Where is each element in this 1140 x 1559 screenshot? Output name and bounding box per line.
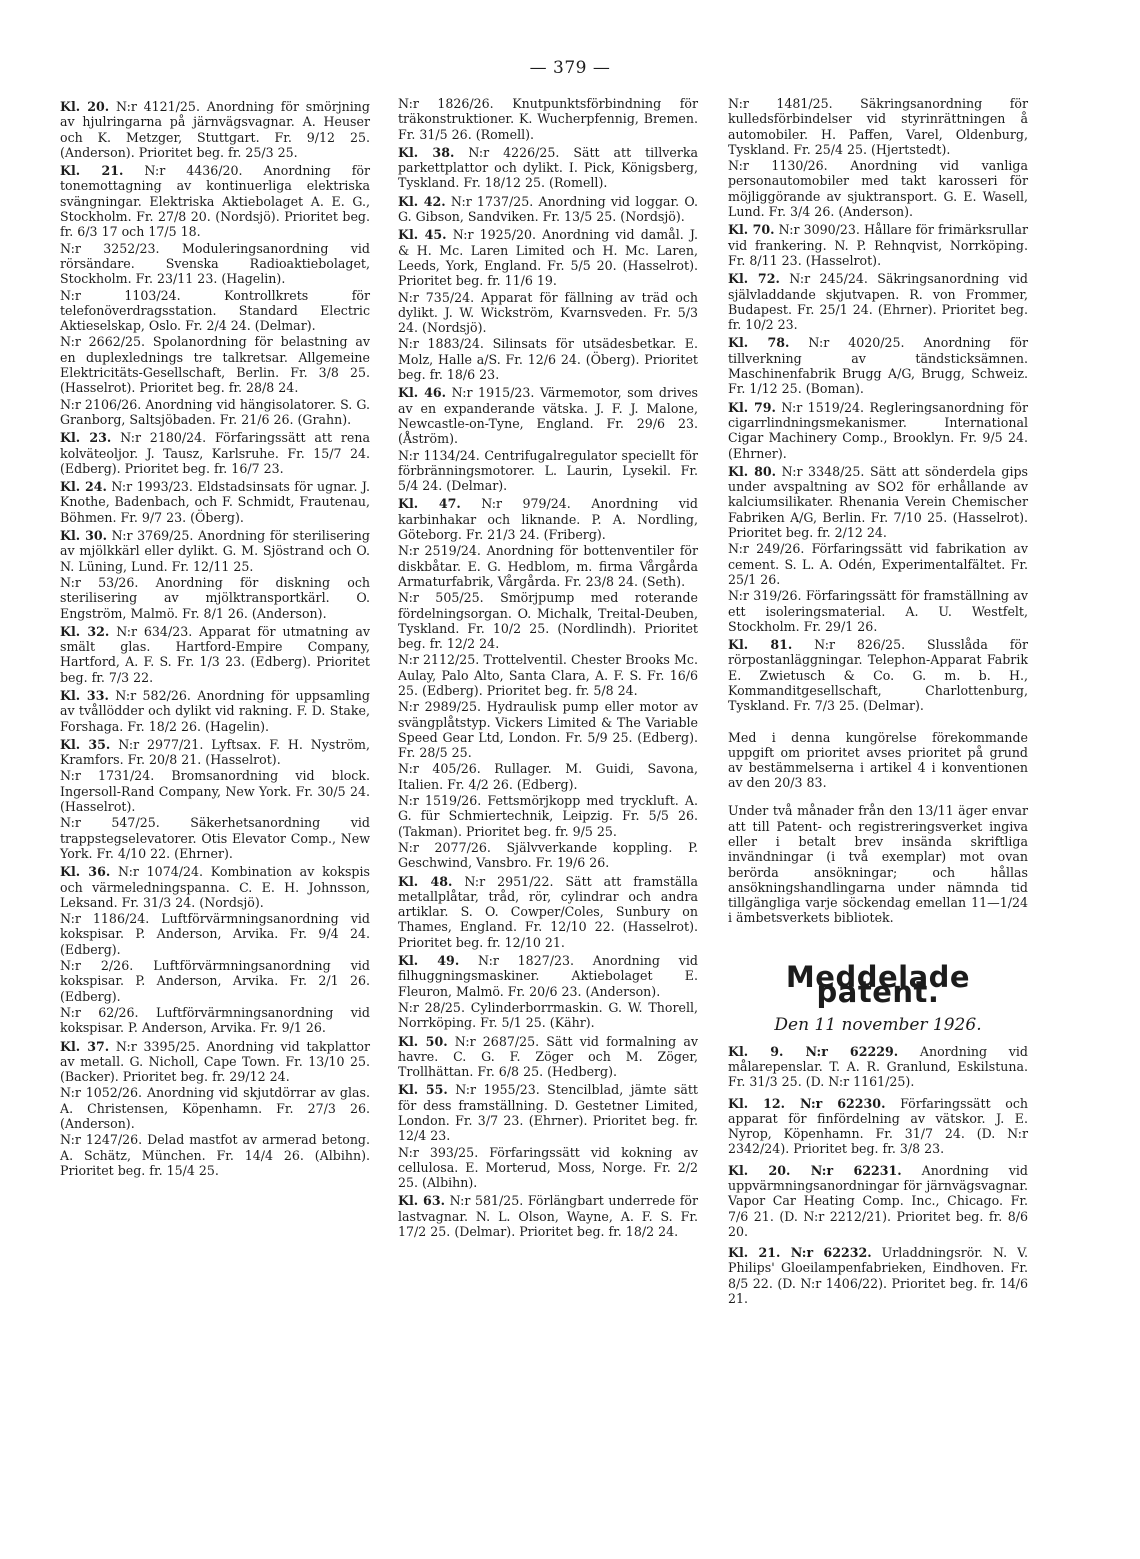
- class-label: Kl. 79.: [728, 399, 776, 415]
- application-entry: [728, 637, 1028, 713]
- application-entry: [728, 335, 1028, 396]
- entry-text: N:r 53/26. Anordning för diskning och sterilisering av mjölktransportkärl. O. Engström, Malmö. Fr. 8/1 26. (Anderson).: [60, 574, 370, 621]
- entry-text: N:r 1915/23. Värmemotor, som drives av en expanderande vätska. J. F. J. Malone, Newcastle-on-Tyne, England. Fr. 29/6 23. (Åström).: [398, 385, 698, 447]
- entry-text: N:r 1134/24. Centrifugalregulator speciellt för förbränningsmotorer. L. Laurin, Lysekil. Fr. 5/4 24. (Delmar).: [398, 447, 698, 494]
- granted-patent-entry: [728, 1096, 1028, 1157]
- application-entry: [728, 400, 1028, 461]
- entry-text: N:r 2106/26. Anordning vid hängisolatorer. S. G. Granborg, Saltsjöbaden. Fr. 21/6 26. (Grahn).: [60, 396, 370, 427]
- entry-text: N:r 1247/26. Delad mastfot av armerad betong. A. Schätz, München. Fr. 14/4 26. (Albihn). Prioritet beg. fr. 15/4 25.: [60, 1132, 370, 1178]
- application-entry: [60, 575, 370, 621]
- application-entry: [728, 158, 1028, 219]
- application-entry: [60, 911, 370, 957]
- class-label: Kl. 63.: [398, 1193, 445, 1209]
- entry-text: N:r 735/24. Apparat för fällning av träd och dylikt. J. W. Wickström, Kvarnsveden. Fr. 5/3 24. (Nordsjö).: [398, 289, 698, 336]
- objection-notice: Under två månader från den 13/11 äger envar att till Patent- och registreringsverket ingiva eller i betalt brev insända skriftliga invändningar (i två exemplar) mot ovan berörda ansökningar; och hållas ansökningshandlingarna under nämnda tid tillgängliga varje söckendag emellan 11—1/24 i ämbetsverkets bibliotek.: [728, 803, 1028, 926]
- application-entry: [60, 624, 370, 685]
- class-label: Kl. 42.: [398, 193, 446, 209]
- entry-text: N:r 62/26. Luftförvärmningsanordning vid kokspisar. P. Anderson, Arvika. Fr. 9/1 26.: [60, 1004, 370, 1036]
- class-label: Kl. 80.: [728, 463, 777, 479]
- class-label: Kl. 45.: [398, 227, 447, 243]
- application-entry: [728, 464, 1028, 540]
- entry-text: N:r 2687/25. Sätt vid formalning av havre. C. G. F. Zöger och M. Zöger, Trollhättan. Fr. 6/8 25. (Hedberg).: [398, 1033, 698, 1080]
- application-entry: [398, 590, 698, 651]
- class-label: Kl. 35.: [60, 736, 111, 752]
- entry-text: Anordning vid uppvärmningsanordningar för järnvägsvagnar. Vapor Car Heating Comp. Inc., Chicago. Fr. 7/6 21. (D. N:r 2212/21). Prioritet beg. fr. 8/6 20.: [728, 1162, 1028, 1239]
- class-label: Kl. 78.: [728, 335, 790, 351]
- entry-text: N:r 1731/24. Bromsanordning vid block. Ingersoll-Rand Company, New York. Fr. 30/5 24. (Hasselrot).: [60, 768, 370, 815]
- entry-text: N:r 1519/26. Fettsmörjkopp med tryckluft. A. G. für Schmiertechnik, Leipzig. Fr. 5/5 26. (Takman). Prioritet beg. fr. 9/5 25.: [398, 793, 698, 839]
- entry-text: N:r 3395/25. Anordning vid takplattor av metall. G. Nicholl, Cape Town. Fr. 13/10 25. (Backer). Prioritet beg. fr. 29/12 24.: [60, 1038, 370, 1085]
- entry-text: N:r 582/26. Anordning för uppsamling av tvållödder och dylikt vid rakning. F. D. Stake, Forshaga. Fr. 18/2 26. (Hagelin).: [60, 687, 370, 734]
- entry-text: N:r 2180/24. Förfaringssätt att rena kolväteoljor. J. Tausz, Karlsruhe. Fr. 15/7 24. (Edberg). Prioritet beg. fr. 16/7 23.: [60, 430, 370, 476]
- application-entry: [398, 1034, 698, 1080]
- page-number: — 379 —: [529, 58, 611, 78]
- application-entry: [398, 1145, 698, 1191]
- entry-text: N:r 4226/25. Sätt att tillverka parkettplattor och dylikt. I. Pick, Königsberg, Tyskland. Fr. 18/12 25. (Romell).: [398, 144, 698, 191]
- class-label: Kl. 21.: [60, 163, 124, 179]
- entry-text: N:r 3348/25. Sätt att sönderdela gips under avspaltning av SO2 för erhållande av kalciumsilikater. Rhenania Verein Chemischer Fabriken A/G, Berlin. Fr. 7/10 25. (Hasselrot). Prioritet beg. fr. 2/12 24.: [728, 463, 1028, 541]
- class-label: Kl. 72.: [728, 271, 780, 287]
- application-entry: [398, 1000, 698, 1031]
- application-entry: [398, 290, 698, 336]
- entry-text: Urladdningsrör. N. V. Philips' Gloeilampenfabrieken, Eindhoven. Fr. 8/5 22. (D. N:r 1406/22). Prioritet beg. fr. 14/6 21.: [728, 1245, 1028, 1307]
- entry-text: Förfaringssätt och apparat för finfördelning av vätskor. J. E. Nyrop, Köpenhamn. Fr. 31/7 24. (D. N:r 2342/24). Prioritet beg. fr. 3/8 23.: [728, 1095, 1028, 1157]
- entry-text: N:r 1481/25. Säkringsanordning för kulledsförbindelser vid styrinrättningen å automobiler. H. Paffen, Varel, Oldenburg, Tyskland. Fr. 25/4 25. (Hjertstedt).: [728, 96, 1028, 157]
- application-entry: [60, 864, 370, 910]
- class-label: Kl. 24.: [60, 479, 107, 495]
- application-entry: [728, 222, 1028, 268]
- entry-text: N:r 4436/20. Anordning för tonemottagning av kontinuerliga elektriska svängningar. Elektriska Aktiebolaget A. E. G., Stockholm. Fr. 27/8 20. (Nordsjö). Prioritet beg. fr. 6/3 17 och 17/5 18.: [60, 163, 370, 240]
- application-entry: [60, 334, 370, 395]
- entry-text: N:r 1130/26. Anordning vid vanliga personautomobiler med takt karosseri för möjliggörande av sjuktransport. G. E. Wasell, Lund. Fr. 3/4 26. (Anderson).: [728, 158, 1028, 220]
- application-entry: [398, 874, 698, 950]
- application-entry: [60, 163, 370, 239]
- entry-text: N:r 1186/24. Luftförvärmningsanordning vid kokspisar. P. Anderson, Arvika. Fr. 9/4 24. (Edberg).: [60, 911, 370, 957]
- application-entry: [728, 271, 1028, 332]
- application-entry: [398, 652, 698, 698]
- class-label: Kl. 49.: [398, 953, 460, 969]
- entry-text: N:r 2077/26. Självverkande koppling. P. Geschwind, Vansbro. Fr. 19/6 26.: [398, 839, 698, 871]
- application-entry: [60, 1132, 370, 1178]
- application-entry: [398, 793, 698, 839]
- class-label: Kl. 32.: [60, 623, 110, 639]
- entry-text: N:r 634/23. Apparat för utmatning av smält glas. Hartford-Empire Company, Hartford, A. F. S. Fr. 1/3 23. (Edberg). Prioritet beg. fr. 7/3 22.: [60, 623, 370, 685]
- entry-text: N:r 2951/22. Sätt att framställa metallplåtar, tråd, rör, cylindrar och andra artiklar. S. O. Cowper/Coles, Sunbury on Thames, England. Fr. 12/10 22. (Hasselrot). Prioritet beg. fr. 12/10 21.: [398, 873, 698, 950]
- application-entry: [398, 145, 698, 191]
- application-entry: [398, 336, 698, 382]
- entry-text: N:r 245/24. Säkringsanordning vid självladdande skjutvapen. R. von Frommer, Budapest. Fr. 25/1 24. (Ehrner). Prioritet beg. fr. 10/2 23.: [728, 271, 1028, 333]
- application-entry: [398, 448, 698, 494]
- class-label: Kl. 36.: [60, 864, 111, 880]
- application-entry: [60, 241, 370, 287]
- application-entry: [60, 528, 370, 574]
- class-label: Kl. 21. N:r 62232.: [728, 1245, 872, 1261]
- application-entry: [60, 397, 370, 428]
- class-label: Kl. 47.: [398, 496, 461, 512]
- entry-text: N:r 1052/26. Anordning vid skjutdörrar av glas. A. Christensen, Köpenhamn. Fr. 27/3 26. (Anderson).: [60, 1085, 370, 1131]
- application-entry: [398, 496, 698, 542]
- class-label: Kl. 70.: [728, 222, 775, 238]
- class-label: Kl. 55.: [398, 1082, 448, 1098]
- priority-notice: Med i denna kungörelse förekommande uppgift om prioritet avses prioritet på grund av bestämmelserna i artikel 4 i konventionen av den 20/3 83.: [728, 729, 1028, 791]
- class-label: Kl. 20. N:r 62231.: [728, 1162, 902, 1178]
- entry-text: N:r 393/25. Förfaringssätt vid kokning av cellulosa. E. Morterud, Moss, Norge. Fr. 2/2 25. (Albihn).: [398, 1144, 698, 1191]
- application-entry: [60, 958, 370, 1004]
- entry-text: N:r 2977/21. Lyftsax. F. H. Nyström, Kramfors. Fr. 20/8 21. (Hasselrot).: [60, 736, 370, 768]
- entry-text: N:r 826/25. Slusslåda för rörpostanläggningar. Telephon-Apparat Fabrik E. Zwietusch & Co. G. m. b. H., Kommanditgesellschaft, Charlottenburg, Tyskland. Fr. 7/3 25. (Delmar).: [728, 637, 1028, 714]
- application-entry: [60, 288, 370, 334]
- granted-patent-entry: [728, 1163, 1028, 1239]
- entry-text: N:r 2/26. Luftförvärmningsanordning vid kokspisar. P. Anderson, Arvika. Fr. 2/1 26. (Edberg).: [60, 958, 370, 1004]
- entry-text: N:r 1519/24. Regleringsanordning för cigarrlindningsmekanismer. International Cigar Machinery Comp., Brooklyn. Fr. 9/5 24. (Ehrner).: [728, 399, 1028, 461]
- class-label: Kl. 38.: [398, 144, 455, 160]
- entry-text: N:r 1103/24. Kontrollkrets för telefonöverdragsstation. Standard Electric Aktieselskap, Oslo. Fr. 2/4 24. (Delmar).: [60, 287, 370, 334]
- application-entry: [60, 430, 370, 476]
- application-entry: [60, 1005, 370, 1036]
- class-label: Kl. 12. N:r 62230.: [728, 1095, 886, 1111]
- entry-text: N:r 1955/23. Stencilblad, jämte sätt för dess framställning. D. Gestetner Limited, London. Fr. 3/7 23. (Ehrner). Prioritet beg. fr. 12/4 23.: [398, 1082, 698, 1144]
- entry-text: N:r 28/25. Cylinderborrmaskin. G. W. Thorell, Norrköping. Fr. 5/1 25. (Kähr).: [398, 999, 698, 1031]
- granted-patents-list: [728, 1044, 1028, 1307]
- application-entry: [60, 1085, 370, 1131]
- application-entry: [60, 99, 370, 160]
- entry-text: N:r 2519/24. Anordning för bottenventiler för diskbåtar. E. G. Hedblom, m. firma Vårgårda Armaturfabrik, Vårgårda. Fr. 23/8 24. (Seth).: [398, 543, 698, 589]
- entry-text: N:r 4020/25. Anordning för tillverkning av tändsticksämnen. Maschinenfabrik Brugg A/G, Brugg, Schweiz. Fr. 1/12 25. (Boman).: [728, 335, 1028, 397]
- application-entry: [398, 543, 698, 589]
- application-entry: [398, 1082, 698, 1143]
- entry-text: N:r 249/26. Förfaringssätt vid fabrikation av cement. S. L. A. Odén, Experimentalfältet. Fr. 25/1 26.: [728, 541, 1028, 587]
- class-label: Kl. 9. N:r 62229.: [728, 1043, 899, 1059]
- column-3: [728, 96, 1028, 1312]
- application-entry: [398, 227, 698, 288]
- application-entry: [728, 96, 1028, 157]
- class-label: Kl. 48.: [398, 873, 453, 889]
- application-entry: [60, 815, 370, 861]
- entry-text: N:r 1883/24. Silinsats för utsädesbetkar. E. Molz, Halle a/S. Fr. 12/6 24. (Öberg). Prioritet beg. fr. 18/6 23.: [398, 336, 698, 383]
- entry-text: N:r 3252/23. Moduleringsanordning vid rörsändare. Svenska Radioaktiebolaget, Stockholm. Fr. 23/11 23. (Hagelin).: [60, 240, 370, 287]
- entry-text: Anordning vid målarepenslar. T. A. R. Granlund, Eskilstuna. Fr. 31/3 25. (D. N:r 1161/25).: [728, 1043, 1028, 1090]
- application-entry: [728, 588, 1028, 634]
- application-entry: [398, 953, 698, 999]
- section-date: Den 11 november 1926.: [774, 1015, 982, 1036]
- class-label: Kl. 46.: [398, 385, 447, 401]
- application-entry: [60, 1039, 370, 1085]
- application-entry: [398, 96, 698, 142]
- application-entry: [728, 541, 1028, 587]
- application-entry: [398, 385, 698, 446]
- class-label: Kl. 30.: [60, 528, 108, 544]
- entry-text: N:r 1993/23. Eldstadsinsats för ugnar. J. Knothe, Badenbach, och F. Schmidt, Frautenau, Böhmen. Fr. 9/7 23. (Öberg).: [60, 479, 370, 525]
- class-label: Kl. 33.: [60, 687, 109, 703]
- entry-text: N:r 1827/23. Anordning vid filhuggningsmaskiner. Aktiebolaget E. Fleuron, Malmö. Fr. 20/6 23. (Anderson).: [398, 953, 698, 999]
- entry-text: N:r 505/25. Smörjpump med roterande fördelningsorgan. O. Michalk, Treital-Deuben, Tyskland. Fr. 10/2 25. (Nordlindh). Prioritet beg. fr. 12/2 24.: [398, 590, 698, 652]
- entry-text: N:r 1826/26. Knutpunktsförbindning för träkonstruktioner. K. Wucherpfennig, Bremen. Fr. 31/5 26. (Romell).: [398, 96, 698, 142]
- application-entry: [60, 737, 370, 768]
- application-entry: [398, 194, 698, 225]
- entry-text: N:r 2112/25. Trottelventil. Chester Brooks Mc. Aulay, Palo Alto, Santa Clara, A. F. S. Fr. 16/6 25. (Edberg). Prioritet beg. fr. 5/8 24.: [398, 652, 698, 698]
- class-label: Kl. 37.: [60, 1038, 110, 1054]
- class-label: Kl. 81.: [728, 637, 793, 653]
- entry-text: N:r 405/26. Rullager. M. Guidi, Savona, Italien. Fr. 4/2 26. (Edberg).: [398, 761, 698, 792]
- granted-patent-entry: [728, 1245, 1028, 1306]
- entry-text: N:r 3769/25. Anordning för sterilisering av mjölkkärl eller dylikt. G. M. Sjöstrand och O. N. Lüning, Lund. Fr. 12/11 25.: [60, 528, 370, 574]
- entry-text: N:r 2989/25. Hydraulisk pump eller motor av svängplåtstyp. Vickers Limited & The Variable Speed Gear Ltd, London. Fr. 5/9 25. (Edberg). Fr. 28/5 25.: [398, 699, 698, 761]
- entry-text: N:r 1925/20. Anordning vid damål. J. & H. Mc. Laren Limited och H. Mc. Laren, Leeds, York, England. Fr. 5/5 20. (Hasselrot). Prioritet beg. fr. 11/6 19.: [398, 227, 698, 289]
- entry-text: N:r 979/24. Anordning vid karbinhakar och liknande. P. A. Nordling, Göteborg. Fr. 21/3 24. (Friberg).: [398, 496, 698, 543]
- class-label: Kl. 20.: [60, 99, 110, 114]
- entry-text: N:r 2662/25. Spolanordning för belastning av en duplexlednings tre talkretsar. Allgemeine Elektricitäts-Gesellschaft, Berlin. Fr. 3/8 25. (Hasselrot). Prioritet beg. fr. 28/8 24.: [60, 334, 370, 396]
- application-entry: [60, 768, 370, 814]
- column-2: [398, 96, 698, 1240]
- entry-text: N:r 1737/25. Anordning vid loggar. O. G. Gibson, Sandviken. Fr. 13/5 25. (Nordsjö).: [398, 193, 698, 225]
- class-label: Kl. 23.: [60, 430, 112, 446]
- section-title: Meddelade patent.: [785, 959, 971, 1010]
- entry-text: N:r 547/25. Säkerhetsanordning vid trappstegselevatorer. Otis Elevator Comp., New York. Fr. 4/10 22. (Ehrner).: [60, 815, 370, 861]
- application-entry: [60, 688, 370, 734]
- entry-text: N:r 1074/24. Kombination av kokspis och värmeledningspanna. C. E. H. Johnsson, Leksand. Fr. 31/3 24. (Nordsjö).: [60, 864, 370, 910]
- entry-text: N:r 581/25. Förlängbart underrede för lastvagnar. N. L. Olson, Wayne, A. F. S. Fr. 17/2 25. (Delmar). Prioritet beg. fr. 18/2 24.: [398, 1193, 698, 1240]
- granted-patent-entry: [728, 1044, 1028, 1090]
- column-1: [60, 96, 370, 1179]
- application-entry: [60, 479, 370, 525]
- entry-text: N:r 319/26. Förfaringssätt för framställning av ett isoleringsmaterial. A. U. Westfelt, Stockholm. Fr. 29/1 26.: [728, 588, 1028, 634]
- application-entry: [398, 840, 698, 871]
- application-entry: [398, 699, 698, 760]
- application-entry: [398, 1193, 698, 1239]
- entry-text: N:r 4121/25. Anordning för smörjning av hjulringarna på järnvägsvagnar. A. Heuser och K. Metzger, Stuttgart. Fr. 9/12 25. (Anderson). Prioritet beg. fr. 25/3 25.: [60, 99, 370, 160]
- class-label: Kl. 50.: [398, 1033, 448, 1049]
- application-entry: [398, 761, 698, 792]
- column-3-entries: [728, 96, 1028, 714]
- entry-text: N:r 3090/23. Hållare för frimärksrullar vid frankering. N. P. Rehnqvist, Norrköping. Fr. 8/11 23. (Hasselrot).: [728, 222, 1028, 268]
